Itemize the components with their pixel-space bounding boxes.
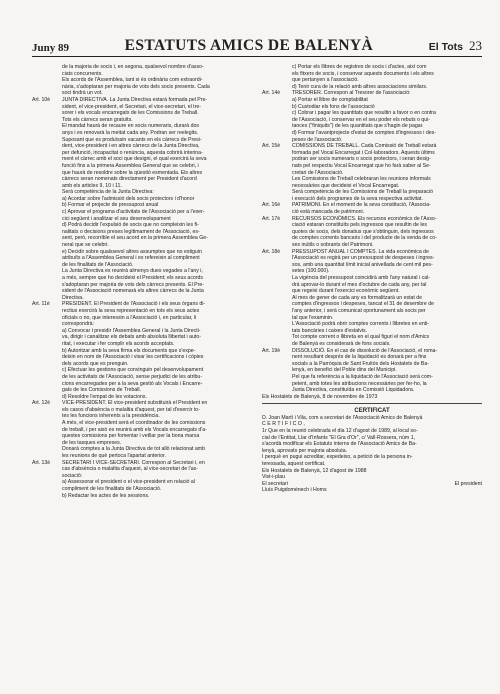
president-name: Lluís Puigdomènech i Homs: [262, 487, 327, 494]
article-text-line: de treball, i per això es reunirà amb els Vocals encarregats d'a-: [62, 426, 207, 433]
article-body: [62, 301, 252, 400]
article-text-line: PATRIMONI. En el moment de la seva constitució, l'Associa-: [292, 202, 431, 209]
article-text-line: SECRETARI I VICE-SECRETARI. Correspon al Secretari i, en: [62, 459, 205, 466]
article-text-line: TRESORER. Correspon al Tresorer de l'associació:: [292, 90, 411, 97]
article-text-line: sident, el vice-president, el Secretari, el vice-secretari, el tre-: [62, 103, 201, 110]
article-text-line: l'Associació es regirà per un pressupost de despeses i ingres-: [292, 255, 435, 262]
article-text-line: RECURSOS ECONÒMICS. Els recursos econòmics de l'Asso-: [292, 215, 437, 222]
secretary-label: El secretari: [262, 480, 288, 487]
closing-date: Els Hostalets de Balenyà, 8 de novembre de 1973: [262, 393, 378, 400]
article-text-line: va, dirigir i canalitzar els debats amb absoluta llibertat i auto-: [62, 334, 201, 341]
article-text-line: i execució dels programes de la seva respectiva activitat.: [292, 195, 423, 202]
article-text-line: s'adoptaran per majoria de vots dels càrrecs presents. El Pre-: [62, 281, 204, 288]
article-text-line: oficials o no, que interessin a l'Associació i, en particular, li: [62, 314, 197, 321]
article-text-line: cions encarregades per a la seva gestió als Vocals i Encarre-: [62, 380, 203, 387]
article-art12: [32, 400, 252, 459]
article-text-line: La vigència del pressupost coincidirà amb l'any natural i cal-: [292, 275, 430, 281]
certificate-text-line: teressada, aquest certificat.: [262, 461, 326, 468]
article-text-line: peses de l'associació.: [292, 136, 343, 143]
article-text-line: l'any anterior, i serà comunicat oportunament als socis per: [292, 307, 426, 314]
certificate-intro: D. Joan Martí i Vila, com a secretari de l'Associació Amics de Balenyà: [262, 414, 423, 421]
article-number: Art. 19è: [262, 347, 281, 354]
article-number: Art. 16è: [262, 202, 281, 209]
article-art11: [32, 301, 252, 400]
article-text-line: Junta Directiva, constituïda en Comissió Liquidadora.: [292, 387, 415, 394]
article-text-line: lenyà, en benefici del Poble dins del Municipi.: [292, 367, 397, 374]
article-text-line: ment el càrrec amb el soci que designi, el qual exercirà la seva: [62, 156, 207, 163]
article-text-line: de comptes corrents bancaris i del producte de la venda de co-: [292, 235, 437, 242]
page-header: [32, 38, 482, 57]
page-number: 23: [469, 38, 482, 53]
article-text-line: setes (100.000).: [292, 268, 330, 275]
article-text-line: deixin en nom de l'Associació i visar les certificacions i còpies: [62, 354, 204, 361]
article-text-line: dent, vice-president i en altres càrrecs de la Junta Directiva,: [62, 143, 200, 150]
article-art15: [262, 143, 482, 202]
article-text-line: cretari de l'Associació.: [292, 169, 344, 176]
article-text-line: gats de les Comissions de Treball.: [62, 387, 142, 394]
publication-name: [429, 38, 482, 56]
article-text-line: de les finalitats de l'Associació.: [62, 261, 134, 268]
intro-text-line: ciats concurrents.: [62, 70, 103, 77]
issue-date: Juny 89: [32, 42, 69, 54]
article-text-line: b) Autoritzar amb la seva firma els documents que s'expe-: [62, 347, 196, 354]
article-body: [62, 460, 252, 500]
article-text-line: DISSOLUCIÓ. En el cas de dissolució de l'Associació, el roma-: [292, 347, 438, 354]
article-art14: [262, 90, 482, 143]
right-column: [262, 64, 482, 499]
article-text-line: dels acords que es prenguin.: [62, 360, 129, 367]
intro-text-line: que pertanyen a l'associació.: [292, 77, 359, 84]
certificate-vist: Vist-i-plau: [262, 474, 285, 481]
article-text-line: JUNTA DIRECTIVA. La Junta Directiva estarà formada pel Pre-: [62, 96, 208, 103]
article-number: Art. 18è: [262, 248, 281, 255]
article-body: [292, 143, 482, 202]
article-art17: [262, 216, 482, 249]
article-text-line: tal que l'examinin.: [292, 314, 334, 321]
article-text-line: nats pel respectiu Vocal Encarregat que ho farà saber al Se-: [292, 162, 431, 169]
article-number: Art. 11è: [32, 301, 50, 308]
intro-text-line: soci tindrà un vot.: [62, 90, 103, 97]
article-text-line: A més, el vice-president serà el coordinador de les comissions: [62, 420, 206, 427]
article-text-line: La Junta Directiva es reunirà almenys dues vegades a l'any i,: [62, 268, 203, 275]
article-body: [292, 249, 482, 348]
article-text-line: sident de l'Associació nomenarà els altres càrrecs de la Junta: [62, 288, 204, 295]
article-text-line: ses inútils o sobrants del Patrimoni.: [292, 242, 374, 249]
article-text-line: funció fins a la primera Assemblea General que se celebri, i: [62, 162, 199, 169]
article-body: [292, 90, 482, 143]
article-text-line: socials a la Parròquia de Sant Fruitós dels Hostalets de Ba-: [292, 360, 429, 367]
article-text-line: e) Decidir sobre qualssevol altres assumptes que no estiguin: [62, 248, 202, 255]
article-text-line: compliment de les finalitats de l'Associació.: [62, 486, 162, 492]
article-body: [292, 216, 482, 249]
certificate-text-line: 1r Que en la reunió celebrada el dia 12 d'agost de 1989, al local so-: [262, 428, 418, 435]
article-text-line: cas d'absència o malaltia d'aquest, al vice-secretari de l'as-: [62, 466, 198, 473]
article-text-line: tats bancàries i caixes d'estalvis.: [292, 327, 368, 334]
article-text-line: ritat, i executar i fer complir els acords acceptats.: [62, 340, 175, 347]
article-text-line: b) Redactar les actes de les sessions.: [62, 492, 150, 499]
article-text-line: L'Associació podrà obrir comptes corrents i llibretes en enti-: [292, 321, 430, 328]
article-columns: [32, 64, 482, 499]
certificate-place-date: Els Hostalets de Balenyà, 12 d'agost de 1988: [262, 467, 367, 474]
article-text-line: c) Cobrar i pagar les quantitats que resultin a favor o en contra: [292, 110, 436, 117]
article-text-line: PRESIDENT. El President de l'Associació i els seus òrgans di-: [62, 301, 206, 308]
article-text-line: Serà competència de les Comissions de Treball la preparació: [292, 189, 433, 196]
divider: [262, 403, 482, 404]
intro-text-line: els fitxers de socis, i conservar aquests documents i els altres: [292, 70, 434, 77]
article-art16: [262, 202, 482, 215]
article-art13: [32, 460, 252, 500]
article-text-line: b) Custodiar els fons de l'associació: [292, 103, 375, 110]
article-text-line: per defunció, incapacitat o renúncia, aquesta cobrirà interina-: [62, 149, 203, 156]
article-text-line: a més, sempre que ho decideixi el President; els seus acords: [62, 275, 203, 281]
certificate-text-line: s'acordà modificar els Estatuts interns de l'Associació Amics de Ba-: [262, 441, 417, 448]
article-text-line: COMISSIONS DE TREBALL. Cada Comissió de Treball estarà: [292, 143, 437, 150]
certificate-text-line: cial de l'Entitat, Llar d'Infants "El Gra d'Or", c/ Vall-Rossera, núm 1,: [262, 434, 416, 441]
article-text-line: correspondrà:: [62, 321, 95, 328]
signature-line: [262, 481, 482, 488]
article-text-line: d) Podrà decidir l'expulsió de socis que no compleixin les fi-: [62, 222, 199, 229]
article-number: Art. 17è: [262, 215, 281, 222]
intro-text-line: Els acords de l'Assemblea, tant si és ordinària com extraordi-: [62, 77, 203, 84]
article-text-line: podran ser socis numeraris o socis protectors, i seran desig-: [292, 156, 431, 163]
left-column: [32, 64, 252, 499]
certificate-text-line: lenyà, aprovats per majoria absoluta.: [262, 447, 348, 454]
publication-label: El Tots: [428, 41, 463, 53]
article-text-line: que haurà de resoldre sobre la qüestió esmentada. Els altres: [62, 169, 203, 176]
article-text-line: sos, amb una quantitat límit inicial anivellada de cent mil pes-: [292, 261, 433, 268]
article-text-line: ció està mancada de patrimoni.: [292, 209, 365, 216]
article-number: Art. 14è: [262, 90, 281, 97]
intro-text-line: c) Portar els llibres de registres de socis i d'actes, així com: [292, 64, 427, 70]
article-text-line: nent resultant després de la liquidació es donarà per a fins: [292, 354, 427, 361]
article-text-line: Donarà comptes a la Junta Directiva de tot allò relacionat amb: [62, 446, 206, 453]
article-text-line: Tot compte corrent o llibreta en el qual figuri el nom d'Amics: [292, 334, 430, 341]
article-text-line: Directiva.: [62, 294, 84, 301]
article-text-line: formada pel Vocal Encarregat i Col·laboradors. Aquests últims: [292, 149, 435, 156]
intro-text-line: nària, s'adoptaran per majoria de vots dels socis presents. Cada: [62, 83, 210, 90]
article-text-line: càrrecs seran nomenats directament per President d'acord: [62, 176, 197, 183]
article-text-line: El mandat haurà de recaure en socis numeraris, durarà dos: [62, 123, 199, 130]
article-text-line: c) Efectuar les gestions que convinguin pel desenvolupament: [62, 367, 204, 374]
article-number: Art. 12è: [32, 400, 51, 407]
article-text-line: Les Comissions de Treball celebraran les reunions informals: [292, 176, 431, 183]
article-text-line: neral que se celebri.: [62, 242, 109, 249]
article-art19: [262, 348, 482, 394]
president-label: El president: [454, 480, 482, 487]
article-text-line: d) Formar l'avantprojecte d'estat de comptes d'ingressos i des-: [292, 129, 436, 136]
article-text-line: les reunions de què pertoca l'apartat anterior.: [62, 453, 166, 460]
article-text-line: cici següent i analitzar el seu desenvolupament: [62, 215, 171, 222]
article-text-line: sent, però, recorrible el seu acord en la primera Assemblea Ge-: [62, 235, 208, 242]
article-text-line: quotes de socis, dels donatius que s'obtinguin, dels ingressos: [292, 228, 434, 235]
article-text-line: Tots els càrrecs seran gratuïts.: [62, 116, 133, 123]
certificate-text-line: I perquè en pugui acreditar, expedeixo, a petició de la persona in-: [262, 454, 413, 461]
article-text-line: de les activitats de l'Associació, sense perjudici de les atribu-: [62, 373, 202, 380]
article-text-line: sociació:: [62, 472, 83, 479]
article-text-line: amb els articles 9, 10 i 11.: [62, 182, 122, 189]
article-body: [62, 97, 252, 301]
intro-text-line: de la majoria de socis i, en segona, qualsevol nombre d'asso-: [62, 64, 204, 70]
page-title: ESTATUTS AMICS DE BALENYÀ: [124, 37, 374, 54]
article-text-line: rectius exercirà la seva representació en tots els seus actes: [62, 307, 200, 314]
article-body: [292, 348, 482, 394]
certificate-title: CERTIFICAT: [354, 408, 390, 415]
article-number: Art. 13è: [32, 459, 51, 466]
article-number: Art. 10è: [32, 96, 51, 103]
article-text-line: ciació estaran constituïts pels ingressos que resultin de les: [292, 222, 427, 229]
article-body: [62, 400, 252, 459]
article-number: Art. 15è: [262, 143, 281, 150]
article-text-line: que regeixi durant l'exercici econòmic següent.: [292, 288, 400, 295]
article-text-line: Serà competència de la Junta Directiva:: [62, 189, 154, 196]
article-text-line: questes comissions per fomentar i vetllar per la bona marxa: [62, 433, 200, 440]
article-text-line: c) Aprovar el programa d'activitats de l'Associació per a l'exer-: [62, 209, 205, 216]
article-text-line: a) Convocar i presidir l'Assemblea General i la Junta Directi-: [62, 327, 201, 334]
article-text-line: de l'Associació, i conservar en el seu poder els rebuts o qui-: [292, 116, 430, 123]
article-art10: [32, 97, 252, 301]
article-text-line: a) Assessorar el president o el vice-president en relació al: [62, 479, 195, 486]
article-text-line: VICE-PRESIDENT. El vice-president substituirà el President en: [62, 400, 208, 407]
article-text-line: sorer i els vocals encarregats de les Comissions de Treball.: [62, 110, 199, 117]
article-text-line: necessàries que decideixi el Vocal Encarregat.: [292, 182, 400, 189]
article-text-line: anys i es renovarà la meitat cada any. Podran ser reelegits.: [62, 129, 199, 136]
article-art18: [262, 249, 482, 348]
article-text-line: b) Formar el projecte de pressupost anual: [62, 202, 159, 209]
article-text-line: PRESSUPOST ANUAL I COMPTES. La vida econòmica de: [292, 248, 429, 255]
article-text-line: Pel que fa referència a la liquidació de l'Associació serà com-: [292, 373, 433, 380]
article-body: [292, 202, 482, 215]
article-text-line: els casos d'absència o malaltia d'aquest, per tal d'exercir to-: [62, 406, 200, 413]
article-text-line: d) Resoldre l'empat de les votacions.: [62, 393, 147, 400]
article-text-line: a) Acordar sobre l'admissió dels socis protectors i d'honor: [62, 195, 195, 202]
certificate-certifico: CERTIFICO,: [262, 421, 307, 428]
article-text-line: comptes d'ingressos i despeses, tancat el 31 de desembre de: [292, 301, 435, 308]
article-text-line: Al mes de gener de cada any es formalitzarà un estat de: [292, 294, 423, 301]
article-text-line: a) Portar el llibre de comptabilitat: [292, 96, 368, 103]
intro-text-line: d) Tenir cura de la relació amb altres associacions similars.: [292, 83, 428, 90]
article-text-line: atribuïts a l'Assemblea General i es refereixin al compliment: [62, 255, 200, 262]
article-text-line: Suposant que es produïssin vacants en els càrrecs de Presi-: [62, 136, 202, 143]
article-text-line: petent, amb totes les atribucions necessàries per fer-ho, la: [292, 380, 427, 387]
article-text-line: de les tasques empreses.: [62, 439, 122, 446]
article-text-line: drà aprovar-lo durant el mes d'octubre de cada any, per tal: [292, 281, 427, 288]
article-text-line: de Balenyà es considerarà de fons socials.: [292, 340, 391, 347]
article-text-line: nalitats o decisions preses legítimament de l'Associació, es-: [62, 228, 200, 235]
article-text-line: tes les funcions inherents a la presidència.: [62, 413, 160, 420]
article-text-line: tances ("finiquits") de les quantitats que s'hagin de pagar.: [292, 123, 424, 130]
